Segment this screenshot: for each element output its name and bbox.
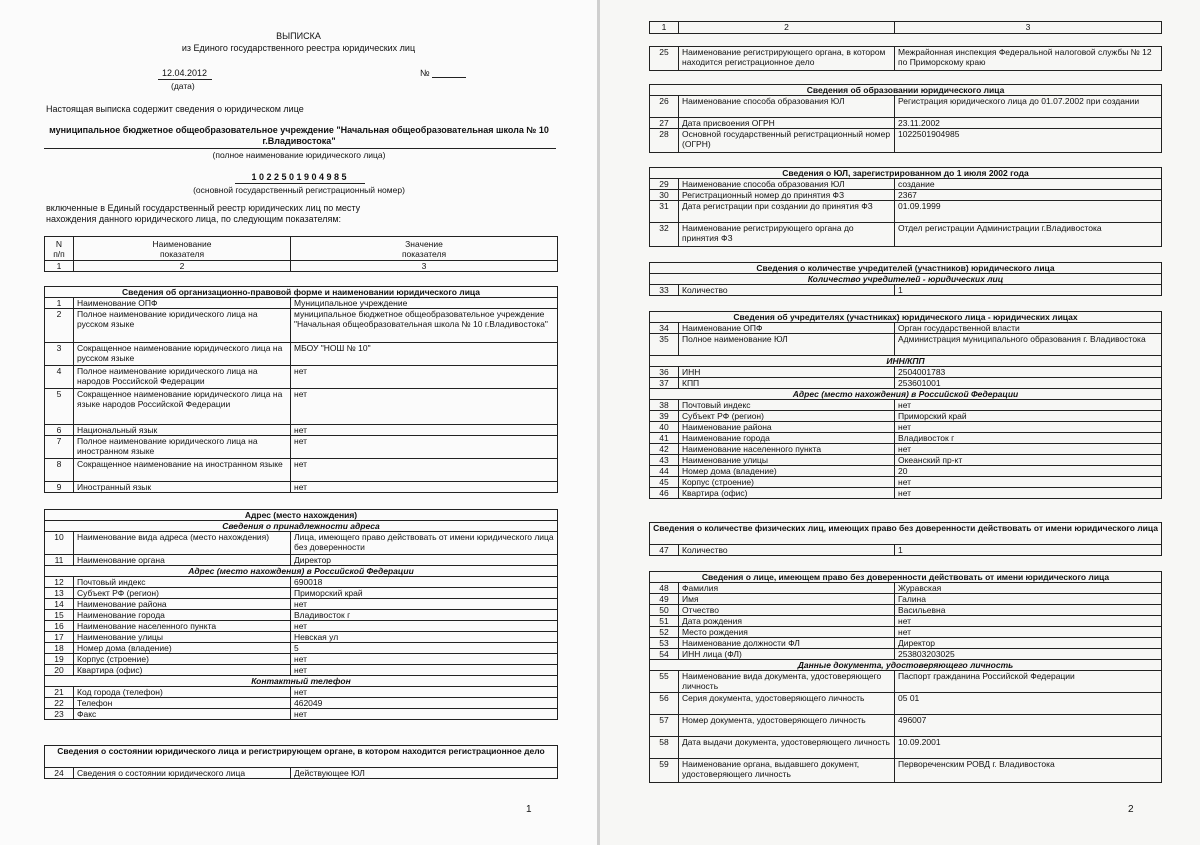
row-number: 22: [45, 698, 74, 709]
table-row: [45, 389, 558, 425]
section-title: Сведения о количестве физических лиц, имеющих право без доверенности действовать от имени юридического лица: [650, 523, 1162, 545]
table-row: [45, 709, 558, 720]
row-name: Субъект РФ (регион): [74, 588, 291, 599]
row-name: КПП: [679, 378, 895, 389]
row-number: 15: [45, 610, 74, 621]
row-value: 2504001783: [895, 367, 1162, 378]
row-value: Невская ул: [291, 632, 558, 643]
row-name: Наименование должности ФЛ: [679, 638, 895, 649]
row-name: Наименование района: [74, 599, 291, 610]
row-name: Корпус (строение): [679, 477, 895, 488]
row-name: Сокращенное наименование юридического лица на языке народов Российской Федерации: [74, 389, 291, 425]
table-row: [650, 129, 1162, 153]
row-number: 1: [45, 298, 74, 309]
row-name: Квартира (офис): [74, 665, 291, 676]
row-value: нет: [291, 599, 558, 610]
page-number: 2: [1128, 804, 1134, 815]
header-num: 2: [74, 261, 291, 272]
table-row: [650, 411, 1162, 422]
row-name: Имя: [679, 594, 895, 605]
row-value: нет: [291, 687, 558, 698]
date-caption: (дата): [171, 81, 195, 91]
row-number: 45: [650, 477, 679, 488]
row-name: Наименование района: [679, 422, 895, 433]
row-value: 253601001: [895, 378, 1162, 389]
section-title: Сведения о ЮЛ, зарегистрированном до 1 июля 2002 года: [650, 168, 1162, 179]
included-text-line1: включенные в Единый государственный реестр юридических лиц по месту: [46, 203, 361, 213]
row-value: Лица, имеющего право действовать от имени юридического лица без доверенности: [291, 532, 558, 555]
row-name: Дата регистрации при создании до принятия ФЗ: [679, 201, 895, 223]
row-name: Наименование города: [74, 610, 291, 621]
row-value: Галина: [895, 594, 1162, 605]
row-value: нет: [291, 654, 558, 665]
included-text-line2: нахождения данного юридического лица, по следующим показателям:: [46, 214, 342, 224]
row-number: 36: [650, 367, 679, 378]
section-title: Адрес (место нахождения): [45, 510, 558, 521]
row-name: Наименование улицы: [74, 632, 291, 643]
table-row: [650, 223, 1162, 247]
row-value: Владивосток г: [291, 610, 558, 621]
table-row: [650, 190, 1162, 201]
row-value: Первореченским РОВД г. Владивостока: [895, 759, 1162, 783]
row-value: 462049: [291, 698, 558, 709]
table-row: [45, 298, 558, 309]
table-row: [650, 594, 1162, 605]
org-full-name-line1: муниципальное бюджетное общеобразовательное учреждение "Начальная общеобразовательная школа № 10: [49, 125, 549, 135]
row-value: нет: [291, 389, 558, 425]
page-2: [600, 0, 1200, 845]
row-name: Дата присвоения ОГРН: [679, 118, 895, 129]
row-name: Место рождения: [679, 627, 895, 638]
table-row: [45, 610, 558, 621]
row-number: 24: [45, 768, 74, 779]
row-value: Владивосток г: [895, 433, 1162, 444]
row-value: Межрайонная инспекция Федеральной налоговой службы № 12 по Приморскому краю: [895, 47, 1162, 71]
row-number: 41: [650, 433, 679, 444]
row-name: Сведения о состоянии юридического лица: [74, 768, 291, 779]
extract-date: 12.04.2012: [162, 68, 208, 78]
row-name: Наименование органа: [74, 555, 291, 566]
section-subtitle: Адрес (место нахождения) в Российской Федерации: [45, 566, 558, 577]
row-number: 27: [650, 118, 679, 129]
header-table: [44, 236, 558, 272]
row-value: 23.11.2002: [895, 118, 1162, 129]
row-name: Наименование ОПФ: [74, 298, 291, 309]
table-row: [45, 621, 558, 632]
section-title: Сведения об организационно-правовой форме и наименовании юридического лица: [45, 287, 558, 298]
row-name: Дата выдачи документа, удостоверяющего личность: [679, 737, 895, 759]
row-name: Номер дома (владение): [74, 643, 291, 654]
row-number: 17: [45, 632, 74, 643]
row-value: Орган государственной власти: [895, 323, 1162, 334]
row-number: 34: [650, 323, 679, 334]
table-row: [650, 179, 1162, 190]
table-row: [45, 482, 558, 493]
row-number: 49: [650, 594, 679, 605]
table-row: [45, 687, 558, 698]
page-number: 1: [526, 804, 532, 815]
table-row: [45, 588, 558, 599]
row-value: 05 01: [895, 693, 1162, 715]
row-name: Наименование населенного пункта: [679, 444, 895, 455]
table-row: [650, 334, 1162, 356]
row-name: Полное наименование ЮЛ: [679, 334, 895, 356]
table-row: [650, 378, 1162, 389]
section-title: Сведения о состоянии юридического лица и регистрирующем органе, в котором находится регистрационное дело: [45, 746, 558, 768]
row-value: 690018: [291, 577, 558, 588]
row-number: 59: [650, 759, 679, 783]
table-row: [650, 367, 1162, 378]
section-opf: [44, 286, 558, 493]
row-value: Паспорт гражданина Российской Федерации: [895, 671, 1162, 693]
table-row: [650, 649, 1162, 660]
section-address: [44, 509, 558, 720]
row-value: Приморский край: [895, 411, 1162, 422]
row-value: нет: [291, 436, 558, 459]
row-number: 3: [45, 343, 74, 366]
section-before-2002: [649, 167, 1162, 247]
row-value: Регистрация юридического лица до 01.07.2002 при создании: [895, 96, 1162, 118]
table-row: [45, 425, 558, 436]
row-name: Количество: [679, 545, 895, 556]
row-number: 54: [650, 649, 679, 660]
row-value: нет: [895, 477, 1162, 488]
row-number: 4: [45, 366, 74, 389]
section-subtitle: Количество учредителей - юридических лиц: [650, 274, 1162, 285]
row-value: нет: [291, 665, 558, 676]
row-name: Факс: [74, 709, 291, 720]
table-row: [45, 366, 558, 389]
row-value: муниципальное бюджетное общеобразовательное учреждение "Начальная общеобразовательная школа № 10 г.Владивостока": [291, 309, 558, 343]
table-row: [45, 577, 558, 588]
row-name: Номер дома (владение): [679, 466, 895, 477]
row-value: Океанский пр-кт: [895, 455, 1162, 466]
row-number: 19: [45, 654, 74, 665]
table-row: [45, 599, 558, 610]
section-founders-count: [649, 262, 1162, 296]
row-number: 2: [45, 309, 74, 343]
row-value: нет: [291, 709, 558, 720]
row-name: Корпус (строение): [74, 654, 291, 665]
row-number: 23: [45, 709, 74, 720]
table-row: [45, 532, 558, 555]
row-name: Наименование регистрирующего органа до принятия ФЗ: [679, 223, 895, 247]
header-num: 3: [291, 261, 558, 272]
section-founders: [649, 311, 1162, 499]
row-value: нет: [895, 488, 1162, 499]
row-name: Отчество: [679, 605, 895, 616]
row-number: 25: [650, 47, 679, 71]
row-number: 46: [650, 488, 679, 499]
table-row: [650, 616, 1162, 627]
row-name: Фамилия: [679, 583, 895, 594]
row-value: создание: [895, 179, 1162, 190]
row-number: 44: [650, 466, 679, 477]
row-number: 53: [650, 638, 679, 649]
table-row: [650, 671, 1162, 693]
section-title: Сведения о лице, имеющем право без доверенности действовать от имени юридического лица: [650, 572, 1162, 583]
row-number: 11: [45, 555, 74, 566]
row-name: Количество: [679, 285, 895, 296]
row-number: 32: [650, 223, 679, 247]
row-number: 50: [650, 605, 679, 616]
row-value: Директор: [291, 555, 558, 566]
row-number: 13: [45, 588, 74, 599]
row-name: Полное наименование юридического лица на иностранном языке: [74, 436, 291, 459]
section-formation: [649, 84, 1162, 153]
row-value: Журавская: [895, 583, 1162, 594]
table-row: [45, 768, 558, 779]
row-value: 1: [895, 285, 1162, 296]
row-number: 48: [650, 583, 679, 594]
row-value: нет: [895, 616, 1162, 627]
row-number: 18: [45, 643, 74, 654]
table-row: [45, 309, 558, 343]
row-number: 30: [650, 190, 679, 201]
row-name: Почтовый индекс: [74, 577, 291, 588]
table-row: [650, 323, 1162, 334]
row-value: нет: [895, 422, 1162, 433]
header-col-name: Наименование показателя: [74, 237, 291, 261]
table-row: [650, 638, 1162, 649]
row-name: Иностранный язык: [74, 482, 291, 493]
row-number: 58: [650, 737, 679, 759]
row-name: Наименование регистрирующего органа, в котором находится регистрационное дело: [679, 47, 895, 71]
table-row: [650, 693, 1162, 715]
table-row: [45, 343, 558, 366]
section-subtitle: Сведения о принадлежности адреса: [45, 521, 558, 532]
table-row: [650, 285, 1162, 296]
header-num: 1: [45, 261, 74, 272]
row-number: 42: [650, 444, 679, 455]
row-name: Полное наименование юридического лица на русском языке: [74, 309, 291, 343]
row-name: Серия документа, удостоверяющего личность: [679, 693, 895, 715]
row-name: Квартира (офис): [679, 488, 895, 499]
table-row: [650, 466, 1162, 477]
section-state: [44, 745, 558, 779]
row-number: 9: [45, 482, 74, 493]
row-name: Наименование города: [679, 433, 895, 444]
row-name: Полное наименование юридического лица на народов Российской Федерации: [74, 366, 291, 389]
table-row: [650, 545, 1162, 556]
table-row: [650, 96, 1162, 118]
section-title: Сведения о количестве учредителей (участников) юридического лица: [650, 263, 1162, 274]
row-value: 1: [895, 545, 1162, 556]
registration-authority-row: [649, 46, 1162, 71]
row-number: 57: [650, 715, 679, 737]
row-value: 2367: [895, 190, 1162, 201]
row-value: 496007: [895, 715, 1162, 737]
row-number: 56: [650, 693, 679, 715]
row-value: 1022501904985: [895, 129, 1162, 153]
intro-text: Настоящая выписка содержит сведения о юридическом лице: [46, 104, 304, 114]
table-row: [650, 605, 1162, 616]
row-number: 5: [45, 389, 74, 425]
section-authorized-person: [649, 571, 1162, 783]
row-number: 7: [45, 436, 74, 459]
header-col-value: Значение показателя: [291, 237, 558, 261]
row-number: 16: [45, 621, 74, 632]
table-row: [45, 555, 558, 566]
header-num: 1: [650, 22, 679, 34]
row-number: 6: [45, 425, 74, 436]
row-value: нет: [291, 425, 558, 436]
row-name: Наименование улицы: [679, 455, 895, 466]
table-row: [650, 477, 1162, 488]
row-number: 47: [650, 545, 679, 556]
org-full-name-line2: г.Владивостока": [262, 136, 336, 146]
row-number: 38: [650, 400, 679, 411]
table-row: [650, 455, 1162, 466]
row-number: 40: [650, 422, 679, 433]
table-row: [650, 627, 1162, 638]
table-row: [650, 118, 1162, 129]
row-value: Васильевна: [895, 605, 1162, 616]
section-subtitle: Адрес (место нахождения) в Российской Федерации: [650, 389, 1162, 400]
row-number: 35: [650, 334, 679, 356]
table-row: [45, 698, 558, 709]
org-name-caption: (полное наименование юридического лица): [212, 150, 386, 160]
row-name: Регистрационный номер до принятия ФЗ: [679, 190, 895, 201]
page-1: [0, 0, 597, 845]
row-number: 26: [650, 96, 679, 118]
section-subtitle: Данные документа, удостоверяющего личность: [650, 660, 1162, 671]
row-number: 52: [650, 627, 679, 638]
table-row: [650, 400, 1162, 411]
row-value: нет: [895, 627, 1162, 638]
table-row: [650, 715, 1162, 737]
row-number: 55: [650, 671, 679, 693]
section-persons-count: [649, 522, 1162, 556]
row-name: Национальный язык: [74, 425, 291, 436]
number-label: №: [420, 68, 430, 78]
row-value: нет: [291, 366, 558, 389]
row-value: Действующее ЮЛ: [291, 768, 558, 779]
section-subtitle: Контактный телефон: [45, 676, 558, 687]
row-name: Наименование вида документа, удостоверяющего личность: [679, 671, 895, 693]
row-name: ИНН: [679, 367, 895, 378]
row-name: Сокращенное наименование юридического лица на русском языке: [74, 343, 291, 366]
table-row: [650, 759, 1162, 783]
header-table: [649, 21, 1162, 34]
row-number: 8: [45, 459, 74, 482]
row-value: 01.09.1999: [895, 201, 1162, 223]
table-row: [650, 47, 1162, 71]
row-name: ИНН лица (ФЛ): [679, 649, 895, 660]
table-row: [45, 643, 558, 654]
header-col-number: N п/п: [45, 237, 74, 261]
row-number: 37: [650, 378, 679, 389]
table-row: [45, 654, 558, 665]
row-name: Субъект РФ (регион): [679, 411, 895, 422]
header-num: 3: [895, 22, 1162, 34]
ogrn-value: 1 0 2 2 5 0 1 9 0 4 9 8 5: [251, 172, 347, 182]
section-subtitle: ИНН/КПП: [650, 356, 1162, 367]
row-value: 20: [895, 466, 1162, 477]
row-number: 14: [45, 599, 74, 610]
row-value: Приморский край: [291, 588, 558, 599]
ogrn-caption: (основной государственный регистрационный номер): [193, 185, 405, 195]
document-subtitle: из Единого государственного реестра юридических лиц: [181, 43, 416, 53]
row-name: Наименование способа образования ЮЛ: [679, 179, 895, 190]
table-row: [45, 632, 558, 643]
row-value: нет: [895, 400, 1162, 411]
row-value: 10.09.2001: [895, 737, 1162, 759]
row-value: МБОУ "НОШ № 10": [291, 343, 558, 366]
table-row: [650, 583, 1162, 594]
row-name: Наименование ОПФ: [679, 323, 895, 334]
row-number: 28: [650, 129, 679, 153]
row-value: 5: [291, 643, 558, 654]
row-name: Наименование органа, выдавшего документ, удостоверяющего личность: [679, 759, 895, 783]
row-name: Почтовый индекс: [679, 400, 895, 411]
table-row: [650, 444, 1162, 455]
row-name: Наименование вида адреса (место нахождения): [74, 532, 291, 555]
row-name: Номер документа, удостоверяющего личность: [679, 715, 895, 737]
row-name: Код города (телефон): [74, 687, 291, 698]
table-row: [650, 201, 1162, 223]
row-value: нет: [895, 444, 1162, 455]
table-row: [650, 488, 1162, 499]
row-value: нет: [291, 459, 558, 482]
row-name: Основной государственный регистрационный номер (ОГРН): [679, 129, 895, 153]
row-number: 29: [650, 179, 679, 190]
section-title: Сведения об учредителях (участниках) юридического лица - юридических лицах: [650, 312, 1162, 323]
row-name: Телефон: [74, 698, 291, 709]
row-value: Администрация муниципального образования г. Владивостока: [895, 334, 1162, 356]
header-num: 2: [679, 22, 895, 34]
row-number: 12: [45, 577, 74, 588]
table-row: [650, 422, 1162, 433]
table-row: [45, 436, 558, 459]
row-number: 20: [45, 665, 74, 676]
row-value: Отдел регистрации Администрации г.Владивостока: [895, 223, 1162, 247]
row-value: Директор: [895, 638, 1162, 649]
row-value: нет: [291, 621, 558, 632]
row-number: 21: [45, 687, 74, 698]
table-row: [45, 665, 558, 676]
row-number: 39: [650, 411, 679, 422]
document-title: ВЫПИСКА: [276, 31, 321, 41]
row-name: Наименование населенного пункта: [74, 621, 291, 632]
row-name: Сокращенное наименование на иностранном языке: [74, 459, 291, 482]
row-value: Муниципальное учреждение: [291, 298, 558, 309]
row-number: 10: [45, 532, 74, 555]
table-row: [650, 737, 1162, 759]
row-name: Наименование способа образования ЮЛ: [679, 96, 895, 118]
row-name: Дата рождения: [679, 616, 895, 627]
table-row: [45, 459, 558, 482]
table-row: [650, 433, 1162, 444]
row-number: 51: [650, 616, 679, 627]
row-number: 31: [650, 201, 679, 223]
row-number: 33: [650, 285, 679, 296]
row-number: 43: [650, 455, 679, 466]
row-value: 253803203025: [895, 649, 1162, 660]
section-title: Сведения об образовании юридического лица: [650, 85, 1162, 96]
row-value: нет: [291, 482, 558, 493]
